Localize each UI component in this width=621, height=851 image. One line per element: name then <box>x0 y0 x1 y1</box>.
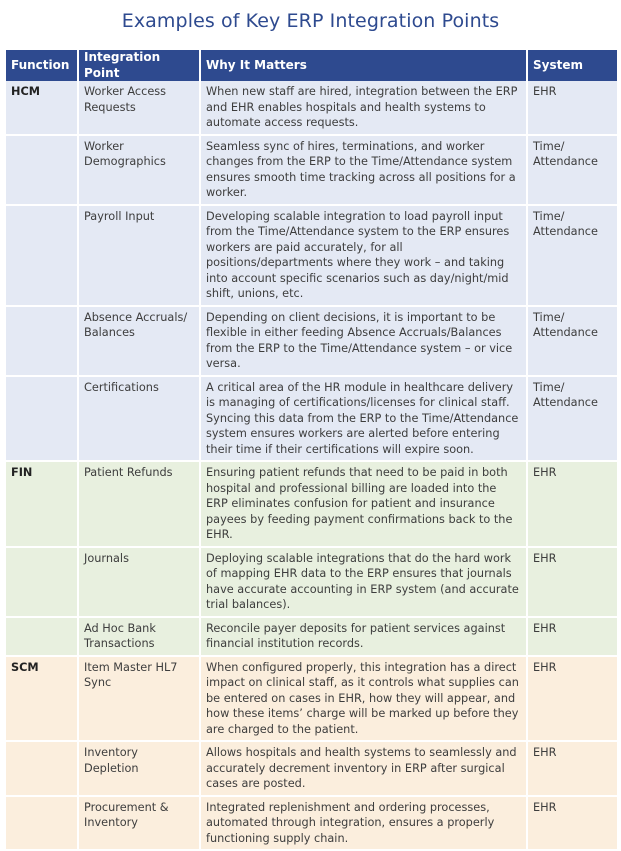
table-row <box>6 461 617 547</box>
why-cell: Seamless sync of hires, terminations, and worker changes from the ERP to the Time/Attendance system ensures smooth time tracking across all positions for a worker. <box>200 135 527 205</box>
function-cell <box>6 376 78 462</box>
why-cell: Reconcile payer deposits for patient services against financial institution records. <box>200 617 527 656</box>
system-cell: EHR <box>527 81 617 135</box>
system-cell: EHR <box>527 741 617 796</box>
integration-point-cell: Procurement & Inventory <box>78 796 200 851</box>
table-row <box>6 306 617 376</box>
integration-point-cell: Worker Access Requests <box>78 81 200 135</box>
table-row <box>6 547 617 617</box>
table-row <box>6 796 617 851</box>
system-cell: Time/ Attendance <box>527 205 617 306</box>
function-cell <box>6 205 78 306</box>
header-system: System <box>527 50 617 81</box>
why-cell: When configured properly, this integration has a direct impact on clinical staff, as it controls what supplies can be entered on cases in EHR, how they will appear, and how these items’ charge will be marked up before they are charged to the patient. <box>200 656 527 742</box>
system-cell: EHR <box>527 547 617 617</box>
table-row <box>6 741 617 796</box>
why-cell: Integrated replenishment and ordering processes, automated through integration, ensures a properly functioning supply chain. <box>200 796 527 851</box>
why-cell: Ensuring patient refunds that need to be paid in both hospital and professional billing are loaded into the ERP eliminates confusion for patient and insurance payees by feeding payment confirmations back to the EHR. <box>200 461 527 547</box>
integration-point-cell: Certifications <box>78 376 200 462</box>
integration-point-cell: Journals <box>78 547 200 617</box>
why-cell: Depending on client decisions, it is important to be flexible in either feeding Absence Accruals/Balances from the ERP to the Time/Attendance system – or vice versa. <box>200 306 527 376</box>
why-cell: Allows hospitals and health systems to seamlessly and accurately decrement inventory in ERP after surgical cases are posted. <box>200 741 527 796</box>
system-cell: EHR <box>527 796 617 851</box>
system-cell: Time/ Attendance <box>527 135 617 205</box>
function-cell: HCM <box>6 81 78 135</box>
integration-table <box>6 50 617 851</box>
table-row <box>6 135 617 205</box>
system-cell: Time/ Attendance <box>527 306 617 376</box>
table-row <box>6 205 617 306</box>
function-cell <box>6 547 78 617</box>
system-cell: Time/ Attendance <box>527 376 617 462</box>
table-row <box>6 656 617 742</box>
system-cell: EHR <box>527 461 617 547</box>
system-cell: EHR <box>527 656 617 742</box>
integration-point-cell: Item Master HL7 Sync <box>78 656 200 742</box>
system-cell: EHR <box>527 617 617 656</box>
function-cell <box>6 796 78 851</box>
function-cell <box>6 741 78 796</box>
function-cell: SCM <box>6 656 78 742</box>
page-title: Examples of Key ERP Integration Points <box>121 10 500 32</box>
function-cell <box>6 306 78 376</box>
function-cell <box>6 617 78 656</box>
function-cell <box>6 135 78 205</box>
table-header-row <box>6 50 617 81</box>
header-why-it-matters: Why It Matters <box>200 50 527 81</box>
integration-point-cell: Inventory Depletion <box>78 741 200 796</box>
header-integration-point: Integration Point <box>78 50 200 81</box>
function-cell: FIN <box>6 461 78 547</box>
why-cell: When new staff are hired, integration between the ERP and EHR enables hospitals and health systems to automate access requests. <box>200 81 527 135</box>
integration-point-cell: Absence Accruals/ Balances <box>78 306 200 376</box>
integration-point-cell: Ad Hoc Bank Transactions <box>78 617 200 656</box>
why-cell: A critical area of the HR module in healthcare delivery is managing of certifications/licenses for clinical staff. Syncing this data from the ERP to the Time/Attendance system ensures workers are alerted before entering their time if their certifications will expire soon. <box>200 376 527 462</box>
integration-point-cell: Payroll Input <box>78 205 200 306</box>
table-row <box>6 376 617 462</box>
integration-point-cell: Worker Demographics <box>78 135 200 205</box>
table-row <box>6 81 617 135</box>
table-row <box>6 617 617 656</box>
integration-point-cell: Patient Refunds <box>78 461 200 547</box>
header-function: Function <box>6 50 78 81</box>
why-cell: Developing scalable integration to load payroll input from the Time/Attendance system to the ERP ensures workers are paid accurately, for all positions/departments where they work – and taking into account specific scenarios such as day/night/mid shift, unions, etc. <box>200 205 527 306</box>
why-cell: Deploying scalable integrations that do the hard work of mapping EHR data to the ERP ensures that journals have accurate accounting in ERP system (and accurate trial balances). <box>200 547 527 617</box>
